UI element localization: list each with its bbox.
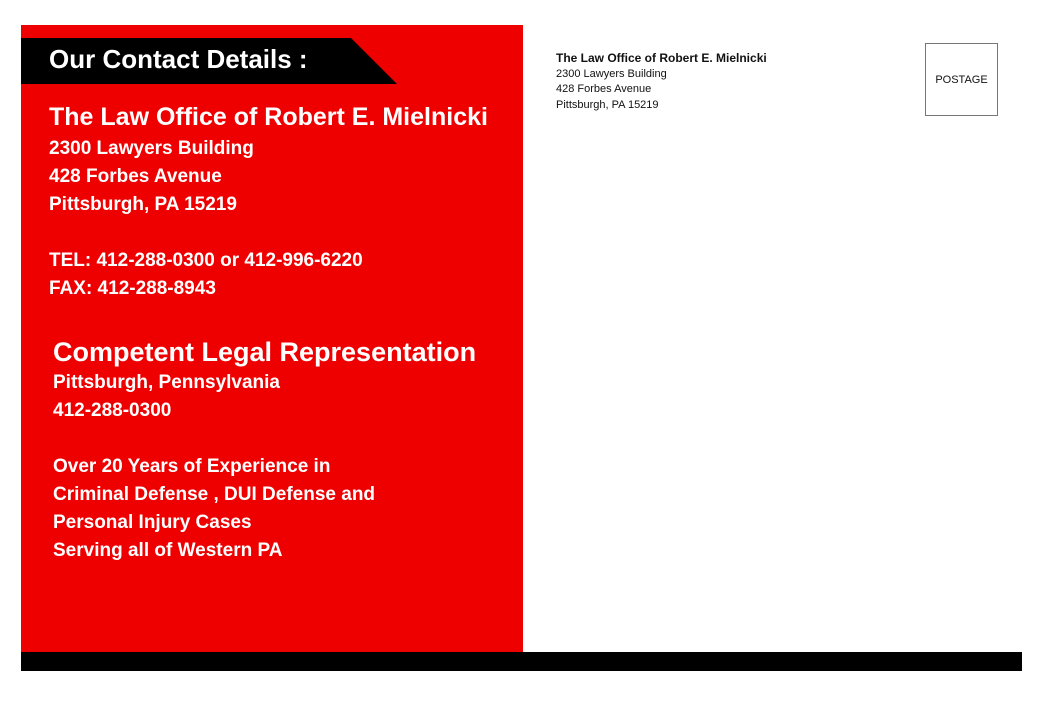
postage-label: POSTAGE [935, 73, 988, 86]
return-address-line-1: 2300 Lawyers Building [556, 68, 667, 80]
experience-line-4: Serving all of Western PA [53, 540, 283, 561]
fax-line: FAX: 412-288-8943 [49, 278, 216, 299]
firm-name: The Law Office of Robert E. Mielnicki [49, 103, 488, 131]
postage-box [925, 43, 998, 116]
return-address-name: The Law Office of Robert E. Mielnicki [556, 51, 767, 65]
address-line-3: Pittsburgh, PA 15219 [49, 194, 237, 215]
location-line: Pittsburgh, Pennsylvania [53, 372, 280, 393]
banner-title: Our Contact Details : [49, 44, 308, 74]
phone-line: 412-288-0300 [53, 400, 172, 421]
address-line-2: 428 Forbes Avenue [49, 166, 222, 187]
contact-panel [21, 25, 523, 652]
return-address-line-2: 428 Forbes Avenue [556, 83, 652, 95]
experience-line-3: Personal Injury Cases [53, 512, 252, 533]
return-address-line-3: Pittsburgh, PA 15219 [556, 99, 659, 111]
address-line-1: 2300 Lawyers Building [49, 138, 254, 159]
bottom-bar [21, 652, 1022, 671]
experience-line-2: Criminal Defense , DUI Defense and [53, 484, 376, 505]
postcard [21, 25, 1022, 671]
experience-line-1: Over 20 Years of Experience in [53, 456, 331, 477]
contact-banner [21, 38, 397, 84]
tel-line: TEL: 412-288-0300 or 412-996-6220 [49, 250, 363, 271]
headline: Competent Legal Representation [53, 337, 477, 367]
